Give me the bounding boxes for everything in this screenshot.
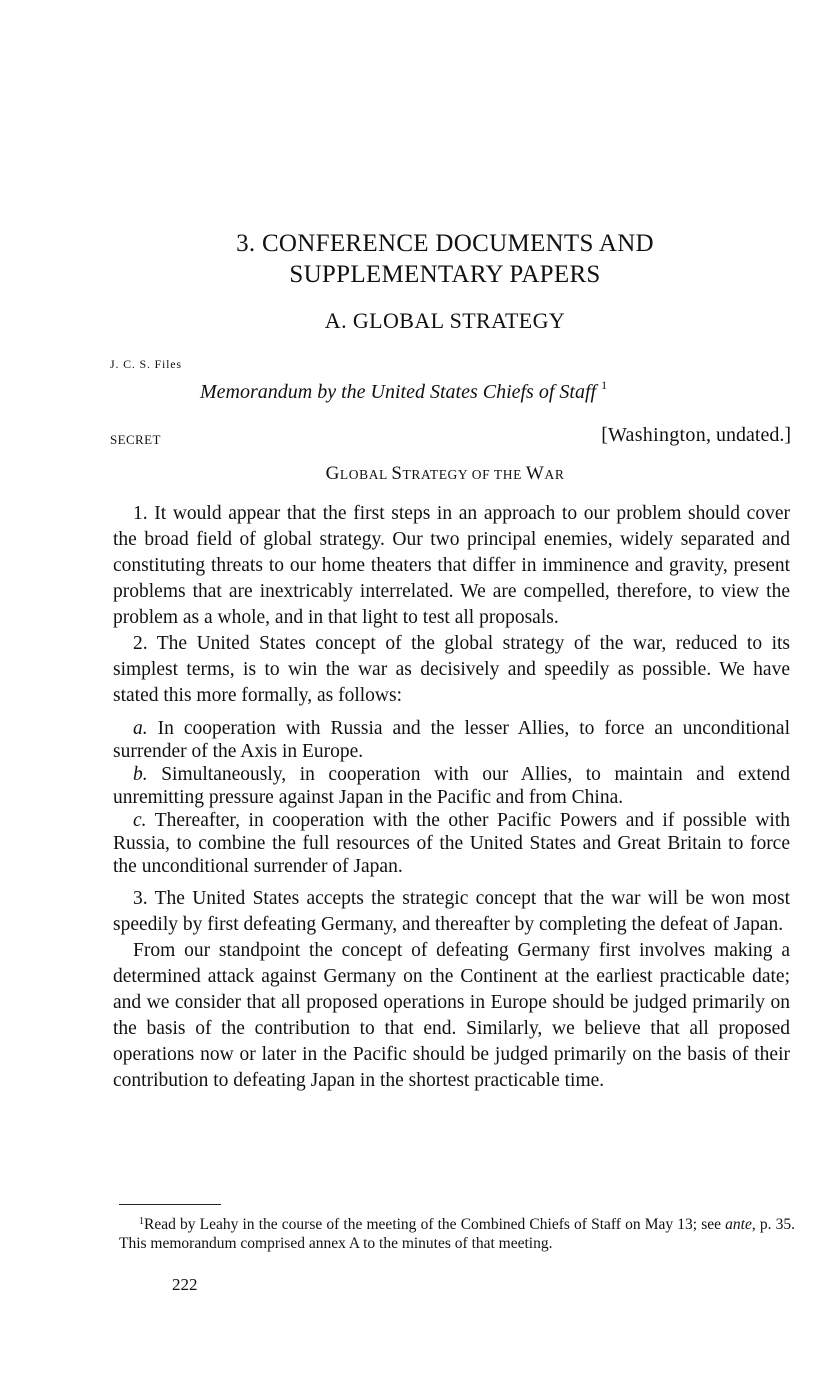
- title-rest-1: LOBAL: [339, 467, 392, 482]
- body-text: [113, 501, 790, 1094]
- title-rest-2: TRATEGY OF THE: [402, 467, 526, 482]
- page-number: 222: [172, 1275, 198, 1294]
- subparagraph-c-letter: c.: [133, 810, 147, 831]
- chapter-title: [0, 228, 824, 290]
- title-rest-3: AR: [544, 467, 565, 482]
- footnote-rule: [119, 1204, 221, 1205]
- subparagraph-a-letter: a.: [133, 718, 148, 739]
- memo-heading-text: Memorandum by the United States Chiefs of Staff: [200, 381, 597, 403]
- footnote-text-after: , p. 35. This memorandum comprised annex A to the minutes of that meeting.: [119, 1216, 796, 1252]
- chapter-title-line-1: 3. CONFERENCE DOCUMENTS AND: [236, 230, 654, 257]
- footnote-marker: 1: [139, 1216, 144, 1227]
- title-cap-1: G: [325, 463, 340, 484]
- paragraph-3: 3. The United States accepts the strategic concept that the war will be won most speedily by first defeating Germany, and thereafter by completing the defeat of Japan.: [113, 888, 790, 935]
- subparagraph-c: [113, 809, 790, 878]
- classification-label: SECRET: [110, 432, 161, 447]
- subparagraph-b-letter: b.: [133, 764, 148, 785]
- subparagraph-a: [113, 717, 790, 763]
- date-open-bracket: [: [601, 424, 608, 446]
- paragraph-1: 1. It would appear that the first steps in an approach to our problem should cover the broad field of global strategy. Our two principal enemies, widely separated and constituting threats to our home theaters that differ in imminence and gravity, present problems that are inextricably interrelated. We are compelled, therefore, to view the problem as a whole, and in that light to test all proposals.: [113, 503, 790, 628]
- paragraph-4: From our standpoint the concept of defeating Germany first involves making a determined attack against Germany on the Continent at the earliest practicable date; and we consider that all proposed operations in Europe should be judged primarily on the basis of the contribution to that end. Similarly, we believe that all proposed operations now or later in the Pacific should be judged primarily on the basis of their contribution to defeating Japan in the shortest practicable time.: [113, 940, 790, 1091]
- chapter-title-line-2: SUPPLEMENTARY PAPERS: [289, 261, 601, 288]
- date-place: [608, 424, 706, 446]
- files-label: J. C. S. Files: [110, 357, 182, 371]
- date-rest: , undated.]: [706, 424, 791, 446]
- footnote-ante: ante: [725, 1216, 752, 1233]
- footnote-text-before: Read by Leahy in the course of the meeting of the Combined Chiefs of Staff on May 13; see: [144, 1216, 726, 1233]
- title-cap-3: W: [525, 463, 545, 484]
- memo-footnote-ref: 1: [601, 378, 608, 392]
- subparagraph-a-text: In cooperation with Russia and the lesser Allies, to force an unconditional surrender of the Axis in Europe.: [113, 718, 790, 762]
- date-line: [601, 424, 791, 447]
- footnote: [119, 1213, 795, 1253]
- paragraph-2: 2. The United States concept of the global strategy of the war, reduced to its simplest terms, is to win the war as decisively and speedily as possible. We have stated this more formally, as follows:: [113, 633, 790, 706]
- title-cap-2: S: [391, 463, 403, 484]
- memo-heading: [200, 378, 607, 404]
- subparagraph-b-text: Simultaneously, in cooperation with our Allies, to maintain and extend unremitting pressure against Japan in the Pacific and from China.: [113, 764, 790, 808]
- date-place-text: Washington: [607, 424, 707, 446]
- section-title: A. GLOBAL STRATEGY: [324, 308, 566, 333]
- subparagraph-c-text: Thereafter, in cooperation with the other Pacific Powers and if possible with Russia, to combine the full resources of the United States and Great Britain to force the unconditional surrender of Japan.: [113, 810, 790, 877]
- subparagraph-b: [113, 763, 790, 809]
- document-title: [0, 463, 824, 485]
